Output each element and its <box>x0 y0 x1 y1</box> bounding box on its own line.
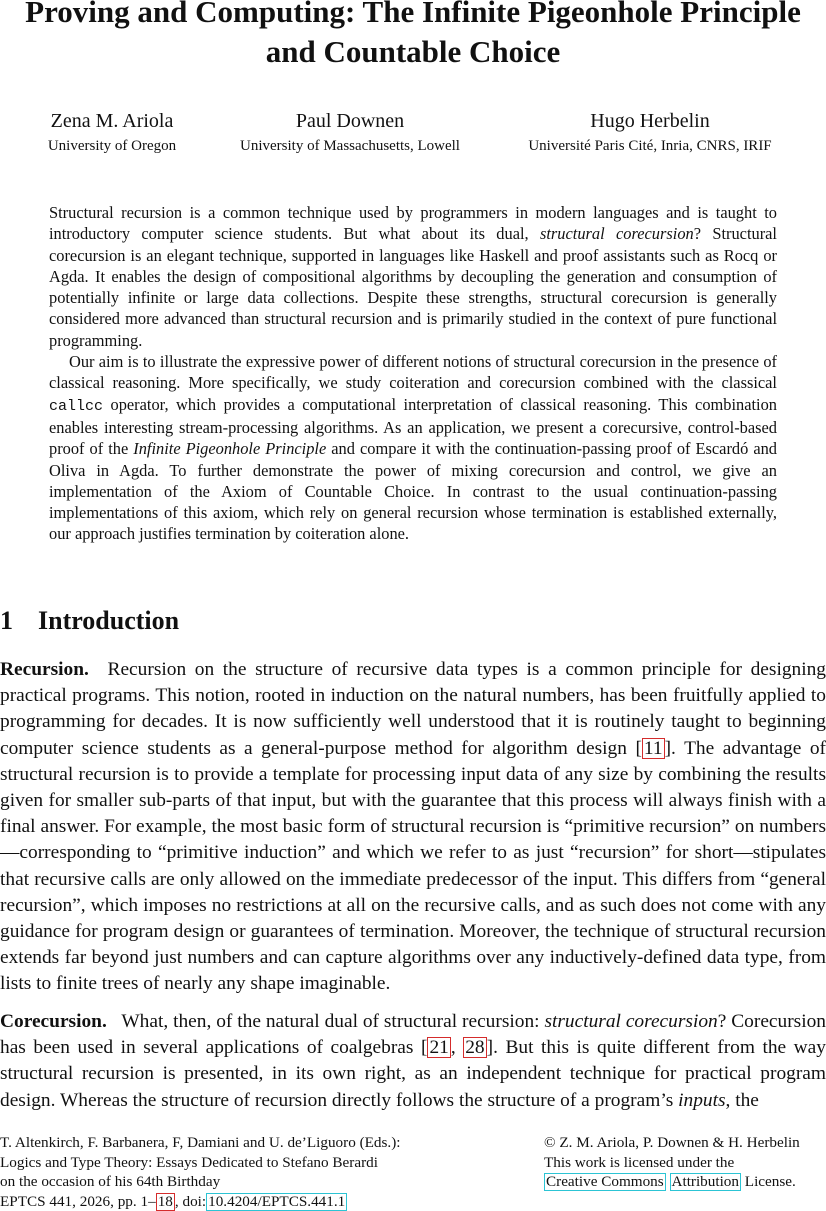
abstract-code: callcc <box>49 398 103 415</box>
author-3 <box>528 108 771 158</box>
attribution-link[interactable]: Attribution <box>670 1173 742 1191</box>
author-affiliation: University of Oregon <box>48 134 176 158</box>
author-name: Paul Downen <box>240 108 460 134</box>
abstract-text: operator, which provides a computational interpretation of classical reasoning. This combination enables interesting stream-processing algorithms. As an application, we present a corecursive, control-based proof of the <box>49 395 777 459</box>
section-number: 1 <box>0 604 38 638</box>
pages-doi-line <box>0 1192 470 1211</box>
author-1 <box>48 108 176 158</box>
pages-text: EPTCS 441, 2026, pp. 1– <box>0 1193 156 1210</box>
volume-title-line: Logics and Type Theory: Essays Dedicated to Stefano Berardi <box>0 1153 470 1173</box>
citation-link[interactable]: 11 <box>642 738 665 759</box>
abstract-emphasis: Infinite Pigeonhole Principle <box>133 439 326 458</box>
license-line <box>544 1172 826 1192</box>
author-2 <box>240 108 460 158</box>
license-info <box>544 1133 826 1192</box>
license-intro-line: This work is licensed under the <box>544 1153 826 1173</box>
publication-info <box>0 1133 470 1211</box>
citation-link[interactable]: 28 <box>463 1037 486 1058</box>
paragraph-lead: Recursion. <box>0 659 89 680</box>
recursion-paragraph <box>0 657 826 998</box>
citation-link[interactable]: 21 <box>427 1037 450 1058</box>
body-text: ]. The advantage of structural recursion is to provide a template for processing input data of any size by combining the results given for smaller sub-parts of that input, but with the guarantee that this process will always finish with a final answer. For example, the most basic form of structural recursion is “primitive recursion” on numbers—corresponding to “primitive induction” and which we refer to as just “recursion” for short—stipulates that recursive calls are only allowed on the immediate predecessor of the input. This differs from “general recursion”, which imposes no restrictions at all on the recursive calls, and as such does not come with any guidance for program design or guarantees of termination. Moreover, the technique of structural recursion extends far beyond just numbers and can capture algorithms over any inductively-defined data type, from lists to finite trees of nearly any shape imaginable. <box>0 738 826 995</box>
abstract-text: Structural recursion is a common technique used by programmers in modern languages and is taught to introductory computer science students. But what about its dual, <box>49 203 777 243</box>
last-page-link[interactable]: 18 <box>156 1193 175 1211</box>
license-tail: License. <box>741 1173 796 1190</box>
abstract <box>49 202 777 545</box>
volume-subtitle-line: on the occasion of his 64th Birthday <box>0 1172 470 1192</box>
body-emphasis: structural corecursion <box>544 1011 717 1032</box>
title-line-1: Proving and Computing: The Infinite Pigeonhole Principle <box>25 0 801 29</box>
corecursion-paragraph <box>0 1009 826 1114</box>
author-affiliation: University of Massachusetts, Lowell <box>240 134 460 158</box>
abstract-paragraph-2 <box>49 351 777 545</box>
section-title: Introduction <box>38 606 179 635</box>
body-emphasis: inputs <box>678 1090 725 1111</box>
editors-line: T. Altenkirch, F. Barbanera, F, Damiani and U. de’Liguoro (Eds.): <box>0 1133 470 1153</box>
abstract-paragraph-1 <box>49 202 777 351</box>
creative-commons-link[interactable]: Creative Commons <box>544 1173 666 1191</box>
paragraph-lead: Corecursion. <box>0 1011 107 1032</box>
section-heading-introduction <box>0 604 179 638</box>
abstract-emphasis: structural corecursion <box>540 224 694 243</box>
title-line-2: and Countable Choice <box>266 34 561 69</box>
author-name: Zena M. Ariola <box>48 108 176 134</box>
author-name: Hugo Herbelin <box>528 108 771 134</box>
author-block <box>0 108 826 168</box>
body-text: Recursion on the structure of recursive data types is a common principle for designing practical programs. This notion, rooted in induction on the natural numbers, has been fruitfully applied to programming for decades. It is now sufficiently well understood that it is routinely taught to beginning computer science students as a general-purpose method for algorithm design [ <box>0 659 826 759</box>
body-text: What, then, of the natural dual of structural recursion: <box>121 1011 544 1032</box>
body-text: ? Corecursion has been used in several applications of coalgebras [ <box>0 1011 826 1058</box>
doi-prefix: , doi: <box>175 1193 206 1210</box>
abstract-text: and compare it with the continuation-passing proof of Escardó and Oliva in Agda. To further demonstrate the power of mixing corecursion and control, we give an implementation of the Axiom of Countable Choice. In contrast to the usual continuation-passing implementations of this axiom, which rely on general recursion whose termination is established externally, our approach justifies termination by coiteration alone. <box>49 439 777 543</box>
body-text: , the <box>726 1090 759 1111</box>
body-text: , <box>451 1037 463 1058</box>
abstract-text: ? Structural corecursion is an elegant technique, supported in languages like Haskell and proof assistants such as Rocq or Agda. It enables the design of compositional algorithms by decoupling the generation and consumption of potentially infinite or large data collections. Despite these strengths, structural corecursion is generally considered more advanced than structural recursion and is primarily studied in the context of pure functional programming. <box>49 224 777 349</box>
abstract-text: Our aim is to illustrate the expressive power of different notions of structural corecursion in the presence of classical reasoning. More specifically, we study coiteration and corecursion combined with the classical <box>49 352 777 392</box>
body-text: ]. But this is quite different from the way structural recursion is presented, in its own right, as an independent technique for practical program design. Whereas the structure of recursion directly follows the structure of a program’s <box>0 1037 826 1110</box>
paper-title <box>0 0 826 72</box>
author-affiliation: Université Paris Cité, Inria, CNRS, IRIF <box>528 134 771 158</box>
copyright-line: © Z. M. Ariola, P. Downen & H. Herbelin <box>544 1133 826 1153</box>
doi-link[interactable]: 10.4204/EPTCS.441.1 <box>206 1193 347 1211</box>
